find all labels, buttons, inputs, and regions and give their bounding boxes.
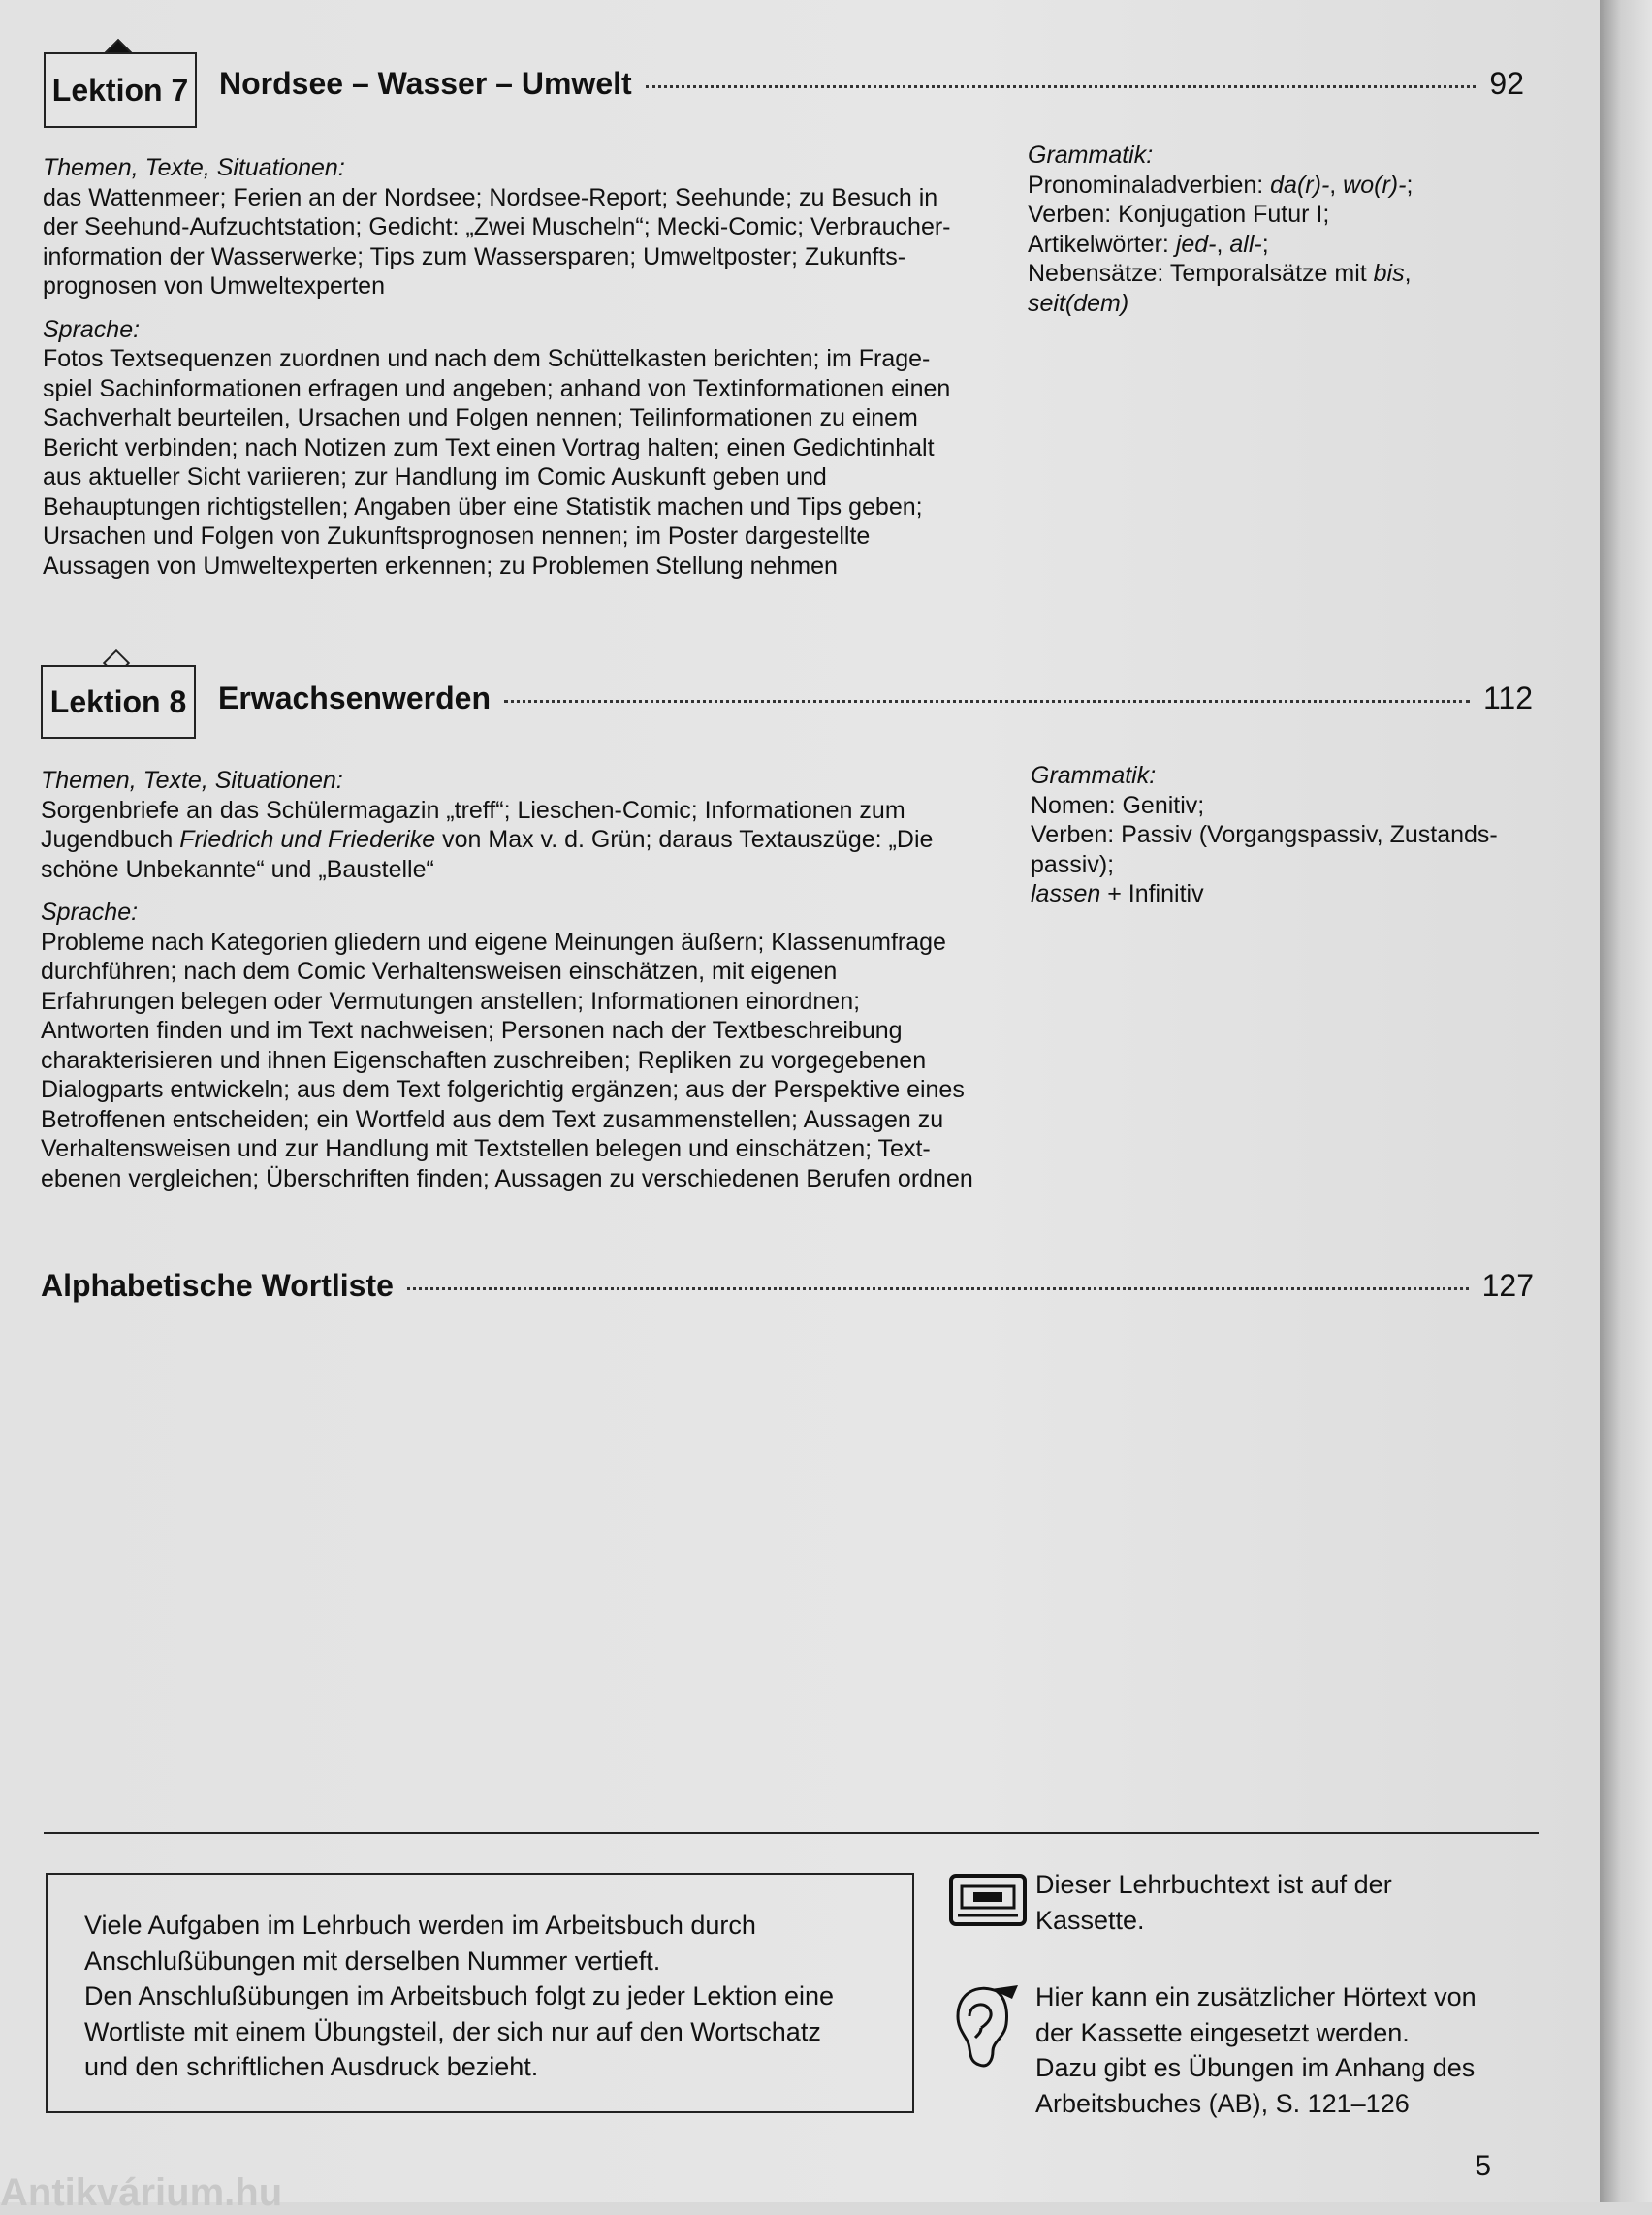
dot-leader	[504, 700, 1470, 703]
grammatik-line: Nebensätze: Temporalsätze mit bis,	[1028, 260, 1412, 287]
lektion-8-title: Erwachsenwerden	[218, 680, 491, 715]
sprache-heading: Sprache:	[43, 315, 141, 343]
ear-icon	[948, 1983, 1020, 2071]
grammatik-line: Pronominaladverbien: da(r)-, wo(r)-;	[1028, 171, 1414, 199]
cassette-icon	[948, 1873, 1028, 1927]
themen-line: schöne Unbekannte“ und „Baustelle“	[41, 855, 434, 883]
info-line: Viele Aufgaben im Lehrbuch werden im Arbeitsbuch durch	[84, 1911, 756, 1940]
ear-legend-line: Dazu gibt es Übungen im Anhang des	[1035, 2053, 1476, 2082]
dot-leader	[407, 1287, 1469, 1290]
lektion-7-title: Nordsee – Wasser – Umwelt	[219, 66, 632, 101]
page-number: 5	[1475, 2150, 1491, 2182]
lektion-7-label-text: Lektion 7	[51, 72, 189, 108]
info-box	[46, 1873, 914, 2113]
ear-legend-line: der Kassette eingesetzt werden.	[1035, 2017, 1410, 2047]
grammatik-line: Artikelwörter: jed-, all-;	[1028, 230, 1269, 258]
sprache-line: Bericht verbinden; nach Notizen zum Text einen Vortrag halten; einen Gedichtinhalt	[43, 433, 935, 461]
sprache-line: Antworten finden und im Text nachweisen; Personen nach der Textbeschreibung	[41, 1017, 903, 1044]
dot-leader	[646, 85, 1477, 88]
ear-legend-line: Hier kann ein zusätzlicher Hörtext von	[1035, 1982, 1477, 2011]
sprache-line: ebenen vergleichen; Überschriften finden; Aussagen zu verschiedenen Berufen ordnen	[41, 1164, 973, 1192]
grammatik-heading: Grammatik:	[1031, 762, 1157, 789]
sprache-line: Dialogparts entwickeln; aus dem Text folgerichtig ergänzen; aus der Perspektive eines	[41, 1076, 965, 1103]
lektion-8-toc-line	[218, 680, 1533, 716]
themen-line: prognosen von Umweltexperten	[43, 272, 385, 300]
grammatik-line: Verben: Konjugation Futur I;	[1028, 201, 1330, 228]
grammatik-line: Nomen: Genitiv;	[1031, 791, 1205, 819]
sprache-line: spiel Sachinformationen erfragen und angeben; anhand von Textinformationen einen	[43, 374, 951, 402]
wortliste-title: Alphabetische Wortliste	[41, 1268, 394, 1303]
lektion-8-themen-sprache	[41, 766, 1020, 1193]
lektion-8-label-text: Lektion 8	[49, 683, 187, 719]
ear-legend	[1035, 1979, 1559, 2121]
grammatik-line: Verben: Passiv (Vorgangspassiv, Zustands-	[1031, 821, 1498, 848]
info-line: Wortliste mit einem Übungsteil, der sich nur auf den Wortschatz	[84, 2016, 821, 2046]
divider-rule	[44, 1832, 1539, 1834]
lektion-7-label	[44, 52, 197, 128]
sprache-line: Behauptungen richtigstellen; Angaben über eine Statistik machen und Tips geben;	[43, 492, 923, 521]
grammatik-heading: Grammatik:	[1028, 142, 1154, 169]
ear-legend-line: Arbeitsbuches (AB), S. 121–126	[1035, 2088, 1410, 2118]
info-line: Anschlußübungen mit derselben Nummer vertieft.	[84, 1946, 661, 1976]
lektion-8-page: 112	[1482, 680, 1533, 715]
sprache-line: aus aktueller Sicht variieren; zur Handlung im Comic Auskunft geben und	[43, 463, 827, 490]
lektion-7-grammatik	[1028, 141, 1551, 318]
themen-line: Jugendbuch Friedrich und Friederike von Max v. d. Grün; daraus Textauszüge: „Die	[41, 826, 934, 853]
sprache-line: Erfahrungen belegen oder Vermutungen anstellen; Informationen einordnen;	[41, 987, 861, 1015]
themen-heading: Themen, Texte, Situationen:	[41, 767, 343, 794]
sprache-heading: Sprache:	[41, 899, 139, 926]
page-edge-shadow	[1600, 0, 1652, 2202]
sprache-line: Ursachen und Folgen von Zukunftsprognosen nennen; im Poster dargestellte	[43, 522, 871, 550]
wortliste-page: 127	[1481, 1268, 1534, 1303]
cassette-legend-line: Kassette.	[1035, 1905, 1145, 1935]
lektion-7-themen-sprache	[43, 153, 1002, 581]
grammatik-line: lassen + Infinitiv	[1031, 880, 1204, 907]
grammatik-line: passiv);	[1031, 850, 1115, 878]
themen-line: das Wattenmeer; Ferien an der Nordsee; Nordsee-Report; Seehunde; zu Besuch in	[43, 183, 938, 211]
watermark: Antikvárium.hu	[0, 2171, 283, 2214]
wortliste-toc-line	[41, 1268, 1534, 1304]
cassette-legend-line: Dieser Lehrbuchtext ist auf der	[1035, 1870, 1392, 1899]
info-line: Den Anschlußübungen im Arbeitsbuch folgt zu jeder Lektion eine	[84, 1981, 834, 2010]
sprache-line: charakterisieren und ihnen Eigenschaften zuschreiben; Repliken zu vorgegebenen	[41, 1046, 927, 1074]
sprache-line: durchführen; nach dem Comic Verhaltensweisen einschätzen, mit eigenen	[41, 958, 838, 985]
sprache-line: Fotos Textsequenzen zuordnen und nach dem Schüttelkasten berichten; im Frage-	[43, 345, 931, 372]
themen-line: der Seehund-Aufzuchtstation; Gedicht: „Zwei Muscheln“; Mecki-Comic; Verbraucher-	[43, 213, 951, 240]
info-line: und den schriftlichen Ausdruck bezieht.	[84, 2052, 539, 2081]
themen-line: Sorgenbriefe an das Schülermagazin „treff“; Lieschen-Comic; Informationen zum	[41, 796, 905, 824]
themen-line: information der Wasserwerke; Tips zum Wassersparen; Umweltposter; Zukunfts-	[43, 242, 906, 270]
sprache-line: Probleme nach Kategorien gliedern und eigene Meinungen äußern; Klassenumfrage	[41, 928, 946, 956]
lektion-8-label	[41, 665, 196, 739]
sprache-line: Sachverhalt beurteilen, Ursachen und Folgen nennen; Teilinformationen zu einem	[43, 404, 918, 431]
lektion-7-toc-line	[219, 66, 1524, 102]
lektion-7-page: 92	[1489, 66, 1524, 101]
cassette-legend	[1035, 1867, 1540, 1938]
themen-heading: Themen, Texte, Situationen:	[43, 154, 345, 181]
grammatik-line: seit(dem)	[1028, 289, 1129, 317]
lektion-8-grammatik	[1031, 761, 1554, 909]
sprache-line: Verhaltensweisen und zur Handlung mit Textstellen belegen und einschätzen; Text-	[41, 1135, 931, 1162]
sprache-line: Betroffenen entscheiden; ein Wortfeld aus dem Text zusammenstellen; Aussagen zu	[41, 1105, 944, 1133]
sprache-line: Aussagen von Umweltexperten erkennen; zu Problemen Stellung nehmen	[43, 552, 838, 580]
